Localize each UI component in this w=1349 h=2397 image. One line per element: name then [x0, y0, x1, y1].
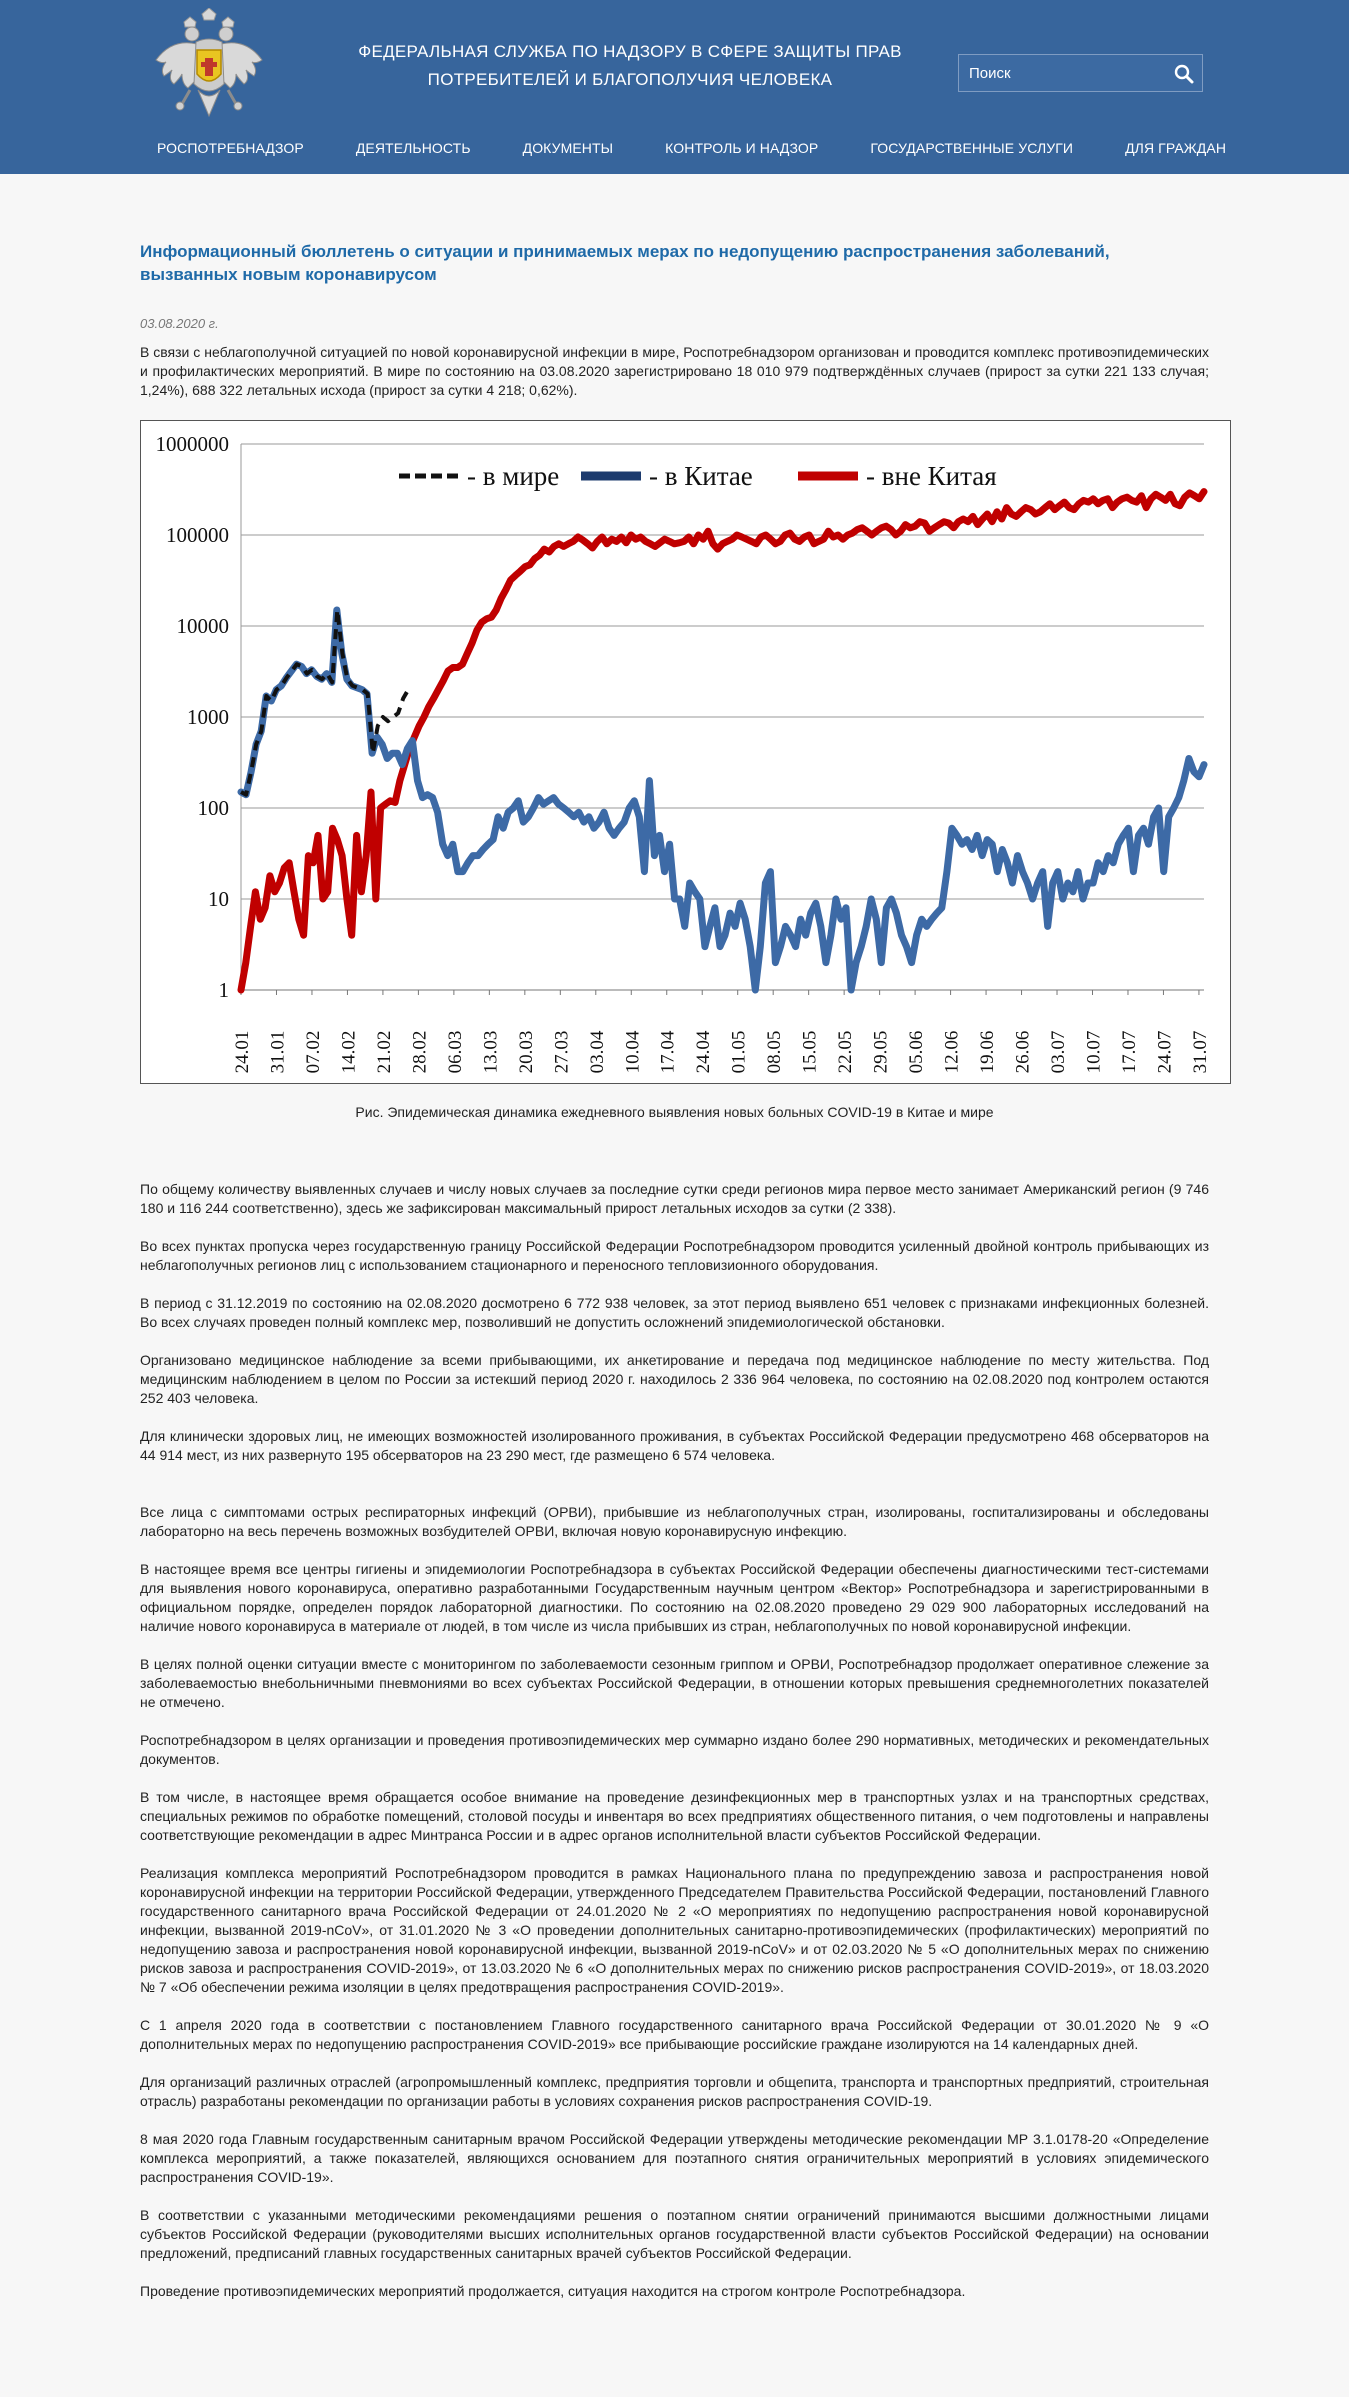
x-tick-label: 14.02 — [338, 1030, 360, 1074]
legend-label: - в Китае — [649, 461, 753, 491]
x-tick-label: 05.06 — [906, 1030, 928, 1074]
y-tick-label: 1000 — [187, 705, 229, 729]
article-paragraph: В настоящее время все центры гигиены и эпидемиологии Роспотребнадзора в субъектах Российской Федерации обеспечены диагностическими тест-системами для выявления нового коронавируса, оперативно разработанными Государственным научным центром «Вектор» Роспотребнадзора и зарегистрированными в официальном порядке, определен порядок лабораторной диагностики. По состоянию на 02.08.2020 проведено 29 029 900 лабораторных исследований на наличие нового коронавируса в материале от людей, в том числе из числа прибывших из стран, неблагополучных по новой коронавирусной инфекции. — [140, 1561, 1209, 1634]
article-paragraph: С 1 апреля 2020 года в соответствии с постановлением Главного государственного санитарного врача Российской Федерации от 30.01.2020 № 9 «О дополнительных мерах по недопущению распространения COVID-2019» все прибывающие российские граждане изолируются на 14 календарных дней. — [140, 2017, 1209, 2052]
x-tick-label: 22.05 — [835, 1030, 857, 1074]
article-paragraph: В том числе, в настоящее время обращается особое внимание на проведение дезинфекционных мер в транспортных узлах и на транспортных средствах, специальных режимов по обработке помещений, столовой посуды и инвентаря во всех предприятиях общественного питания, о чем подготовлены и направлены соответствующие рекомендации в адрес Минтранса России и в адрес органов исполнительной власти субъектов Российской Федерации. — [140, 1789, 1209, 1843]
nav-item-control[interactable]: КОНТРОЛЬ И НАДЗОР — [665, 140, 819, 156]
article-title: Информационный бюллетень о ситуации и принимаемых мерах по недопущению распространения заболеваний, вызванных новым коронавирусом — [140, 242, 1110, 284]
x-tick-label: 31.07 — [1189, 1030, 1211, 1074]
y-tick-label: 100000 — [166, 523, 229, 547]
article — [0, 240, 1349, 2340]
article-paragraph: Для организаций различных отраслей (агропромышленный комплекс, предприятия торговли и общепита, транспорта и транспортных предприятий, строительная отрасль) разработаны рекомендации по организации работы в условиях сохранения рисков распространения COVID-19. — [140, 2074, 1209, 2109]
article-paragraph: В целях полной оценки ситуации вместе с мониторингом по заболеваемости сезонным гриппом и ОРВИ, Роспотребнадзор продолжает оперативное слежение за заболеваемостью внебольничными пневмониями во всех субъектах Российской Федерации, в отношении которых превышения среднемноголетних показателей не отмечено. — [140, 1656, 1209, 1710]
epidemic-chart — [140, 420, 1231, 1084]
main-nav — [157, 140, 1278, 156]
agency-name-line1: ФЕДЕРАЛЬНАЯ СЛУЖБА ПО НАДЗОРУ В СФЕРЕ ЗАЩИТЫ ПРАВ — [358, 42, 902, 61]
series-line-outside-china — [241, 492, 1204, 990]
agency-name — [330, 38, 930, 94]
y-tick-label: 10000 — [176, 614, 229, 638]
x-tick-label: 12.06 — [941, 1030, 963, 1074]
article-paragraph: Проведение противоэпидемических мероприятий продолжается, ситуация находится на строгом контроле Роспотребнадзора. — [140, 2283, 966, 2299]
y-tick-label: 100 — [197, 796, 229, 820]
nav-item-services[interactable]: ГОСУДАРСТВЕННЫЕ УСЛУГИ — [870, 140, 1074, 156]
x-tick-label: 20.03 — [515, 1030, 537, 1074]
search-icon[interactable] — [1174, 64, 1194, 84]
nav-item-documents[interactable]: ДОКУМЕНТЫ — [522, 140, 614, 156]
x-tick-label: 21.02 — [373, 1030, 395, 1074]
x-tick-label: 17.07 — [1118, 1030, 1140, 1074]
legend-label: - в мире — [467, 461, 560, 491]
x-tick-label: 24.04 — [693, 1030, 715, 1074]
agency-name-line2: ПОТРЕБИТЕЛЕЙ И БЛАГОПОЛУЧИЯ ЧЕЛОВЕКА — [427, 70, 833, 89]
search-box — [958, 54, 1203, 92]
x-tick-label: 26.06 — [1012, 1030, 1034, 1074]
x-tick-label: 08.05 — [764, 1030, 786, 1074]
x-tick-label: 06.03 — [444, 1030, 466, 1074]
article-paragraph: Во всех пунктах пропуска через государственную границу Российской Федерации Роспотребнадзором проводится усиленный двойной контроль прибывающих из неблагополучных регионов лиц с использованием стационарного и переносного тепловизионного оборудования. — [140, 1238, 1209, 1273]
article-paragraph: 8 мая 2020 года Главным государственным санитарным врачом Российской Федерации утверждены методические рекомендации МР 3.1.0178-20 «Определение комплекса мероприятий, а также показателей, являющихся основанием для поэтапного снятия ограничительных мероприятий в условиях эпидемического распространения COVID-19». — [140, 2131, 1209, 2185]
x-tick-label: 24.07 — [1154, 1030, 1176, 1074]
nav-item-citizens[interactable]: ДЛЯ ГРАЖДАН — [1125, 140, 1227, 156]
chart-svg — [141, 421, 1230, 1083]
article-paragraph: Для клинически здоровых лиц, не имеющих возможностей изолированного проживания, в субъектах Российской Федерации предусмотрено 468 обсерваторов на 44 914 мест, из них развернуто 195 обсерваторов на 23 290 мест, где размещено 6 574 человека. — [140, 1428, 1209, 1463]
x-tick-label: 01.05 — [728, 1030, 750, 1074]
x-tick-label: 10.07 — [1083, 1030, 1105, 1074]
y-tick-label: 1000000 — [155, 432, 229, 456]
x-tick-label: 03.04 — [586, 1030, 608, 1074]
article-paragraph: Организовано медицинское наблюдение за всеми прибывающими, их анкетирование и передача под медицинское наблюдение по месту жительства. Под медицинским наблюдением в целом по России за истекший период 2020 г. находилось 2 336 964 человека, по состоянию на 02.08.2020 под контролем остаются 252 403 человека. — [140, 1352, 1209, 1406]
y-tick-label: 10 — [208, 887, 229, 911]
x-tick-label: 27.03 — [551, 1030, 573, 1074]
x-tick-label: 31.01 — [267, 1030, 289, 1074]
article-paragraph: Все лица с симптомами острых респираторных инфекций (ОРВИ), прибывшие из неблагополучных стран, изолированы, госпитализированы и обследованы лабораторно на весь перечень возможных возбудителей ОРВИ, включая новую коронавирусную инфекцию. — [140, 1504, 1209, 1539]
article-paragraph: В период с 31.12.2019 по состоянию на 02.08.2020 досмотрено 6 772 938 человек, за этот период выявлено 651 человек с признаками инфекционных болезней. Во всех случаях проведен полный комплекс мер, позволивший не допустить осложнений эпидемиологической обстановки. — [140, 1295, 1209, 1330]
double-headed-eagle-emblem-icon[interactable] — [152, 8, 266, 128]
nav-item-rospotrebnadzor[interactable]: РОСПОТРЕБНАДЗОР — [157, 140, 304, 156]
x-tick-label: 10.04 — [622, 1030, 644, 1074]
site-header — [0, 0, 1349, 174]
legend-label: - вне Китая — [866, 461, 997, 491]
search-input[interactable] — [959, 55, 1164, 91]
article-intro: В связи с неблагополучной ситуацией по новой коронавирусной инфекции в мире, Роспотребнадзором организован и проводится комплекс противоэпидемических и профилактических мероприятий. В мире по состоянию на 03.08.2020 зарегистрировано 18 010 979 подтверждённых случаев (прирост за сутки 221 133 случая; 1,24%), 688 322 летальных исхода (прирост за сутки 4 218; 0,62%). — [140, 344, 1209, 398]
x-tick-label: 13.03 — [480, 1030, 502, 1074]
article-date: 03.08.2020 г. — [140, 316, 219, 331]
chart-caption: Рис. Эпидемическая динамика ежедневного выявления новых больных COVID-19 в Китае и мире — [355, 1104, 994, 1120]
article-paragraph: Реализация комплекса мероприятий Роспотребнадзором проводится в рамках Национального плана по предупреждению завоза и распространения новой коронавирусной инфекции на территории Российской Федерации, утвержденного Председателем Правительства Российской Федерации, постановлений Главного государственного санитарного врача Российской Федерации от 24.01.2020 № 2 «О мероприятиях по недопущению распространения новой коронавирусной инфекции, вызванной 2019-nCoV», от 31.01.2020 № 3 «О проведении дополнительных санитарно-противоэпидемических (профилактических) мероприятий по недопущению завоза и распространения новой коронавирусной инфекции, вызванной 2019-nCoV» и от 02.03.2020 № 5 «О дополнительных мерах по снижению рисков завоза и распространения COVID-2019», от 13.03.2020 № 6 «О дополнительных мерах по снижению рисков распространения COVID-2019», от 18.03.2020 № 7 «Об обеспечении режима изоляции в целях предотвращения распространения COVID-2019». — [140, 1865, 1209, 1995]
y-tick-label: 1 — [218, 978, 229, 1002]
article-paragraph: Роспотребнадзором в целях организации и проведения противоэпидемических мер суммарно издано более 290 нормативных, методических и рекомендательных документов. — [140, 1732, 1209, 1767]
x-tick-label: 03.07 — [1048, 1030, 1070, 1074]
article-paragraph: По общему количеству выявленных случаев и числу новых случаев за последние сутки среди регионов мира первое место занимает Американский регион (9 746 180 и 116 244 соответственно), здесь же зафиксирован максимальный прирост летальных исходов за сутки (2 338). — [140, 1181, 1209, 1216]
x-tick-label: 24.01 — [232, 1030, 253, 1074]
article-body — [140, 1180, 1209, 2301]
article-paragraph: В соответствии с указанными методическими рекомендациями решения о поэтапном снятии ограничений принимаются высшими должностными лицами субъектов Российской Федерации (руководителями высших исполнительных органов государственной власти субъектов Российской Федерации) на основании предложений, предписаний главных государственных санитарных врачей субъектов Российской Федерации. — [140, 2207, 1209, 2261]
x-tick-label: 15.05 — [799, 1030, 821, 1074]
x-tick-label: 17.04 — [657, 1030, 679, 1074]
x-tick-label: 29.05 — [870, 1030, 892, 1074]
x-tick-label: 19.06 — [977, 1030, 999, 1074]
nav-item-activity[interactable]: ДЕЯТЕЛЬНОСТЬ — [355, 140, 471, 156]
x-tick-label: 28.02 — [409, 1030, 431, 1074]
x-tick-label: 07.02 — [302, 1030, 324, 1074]
